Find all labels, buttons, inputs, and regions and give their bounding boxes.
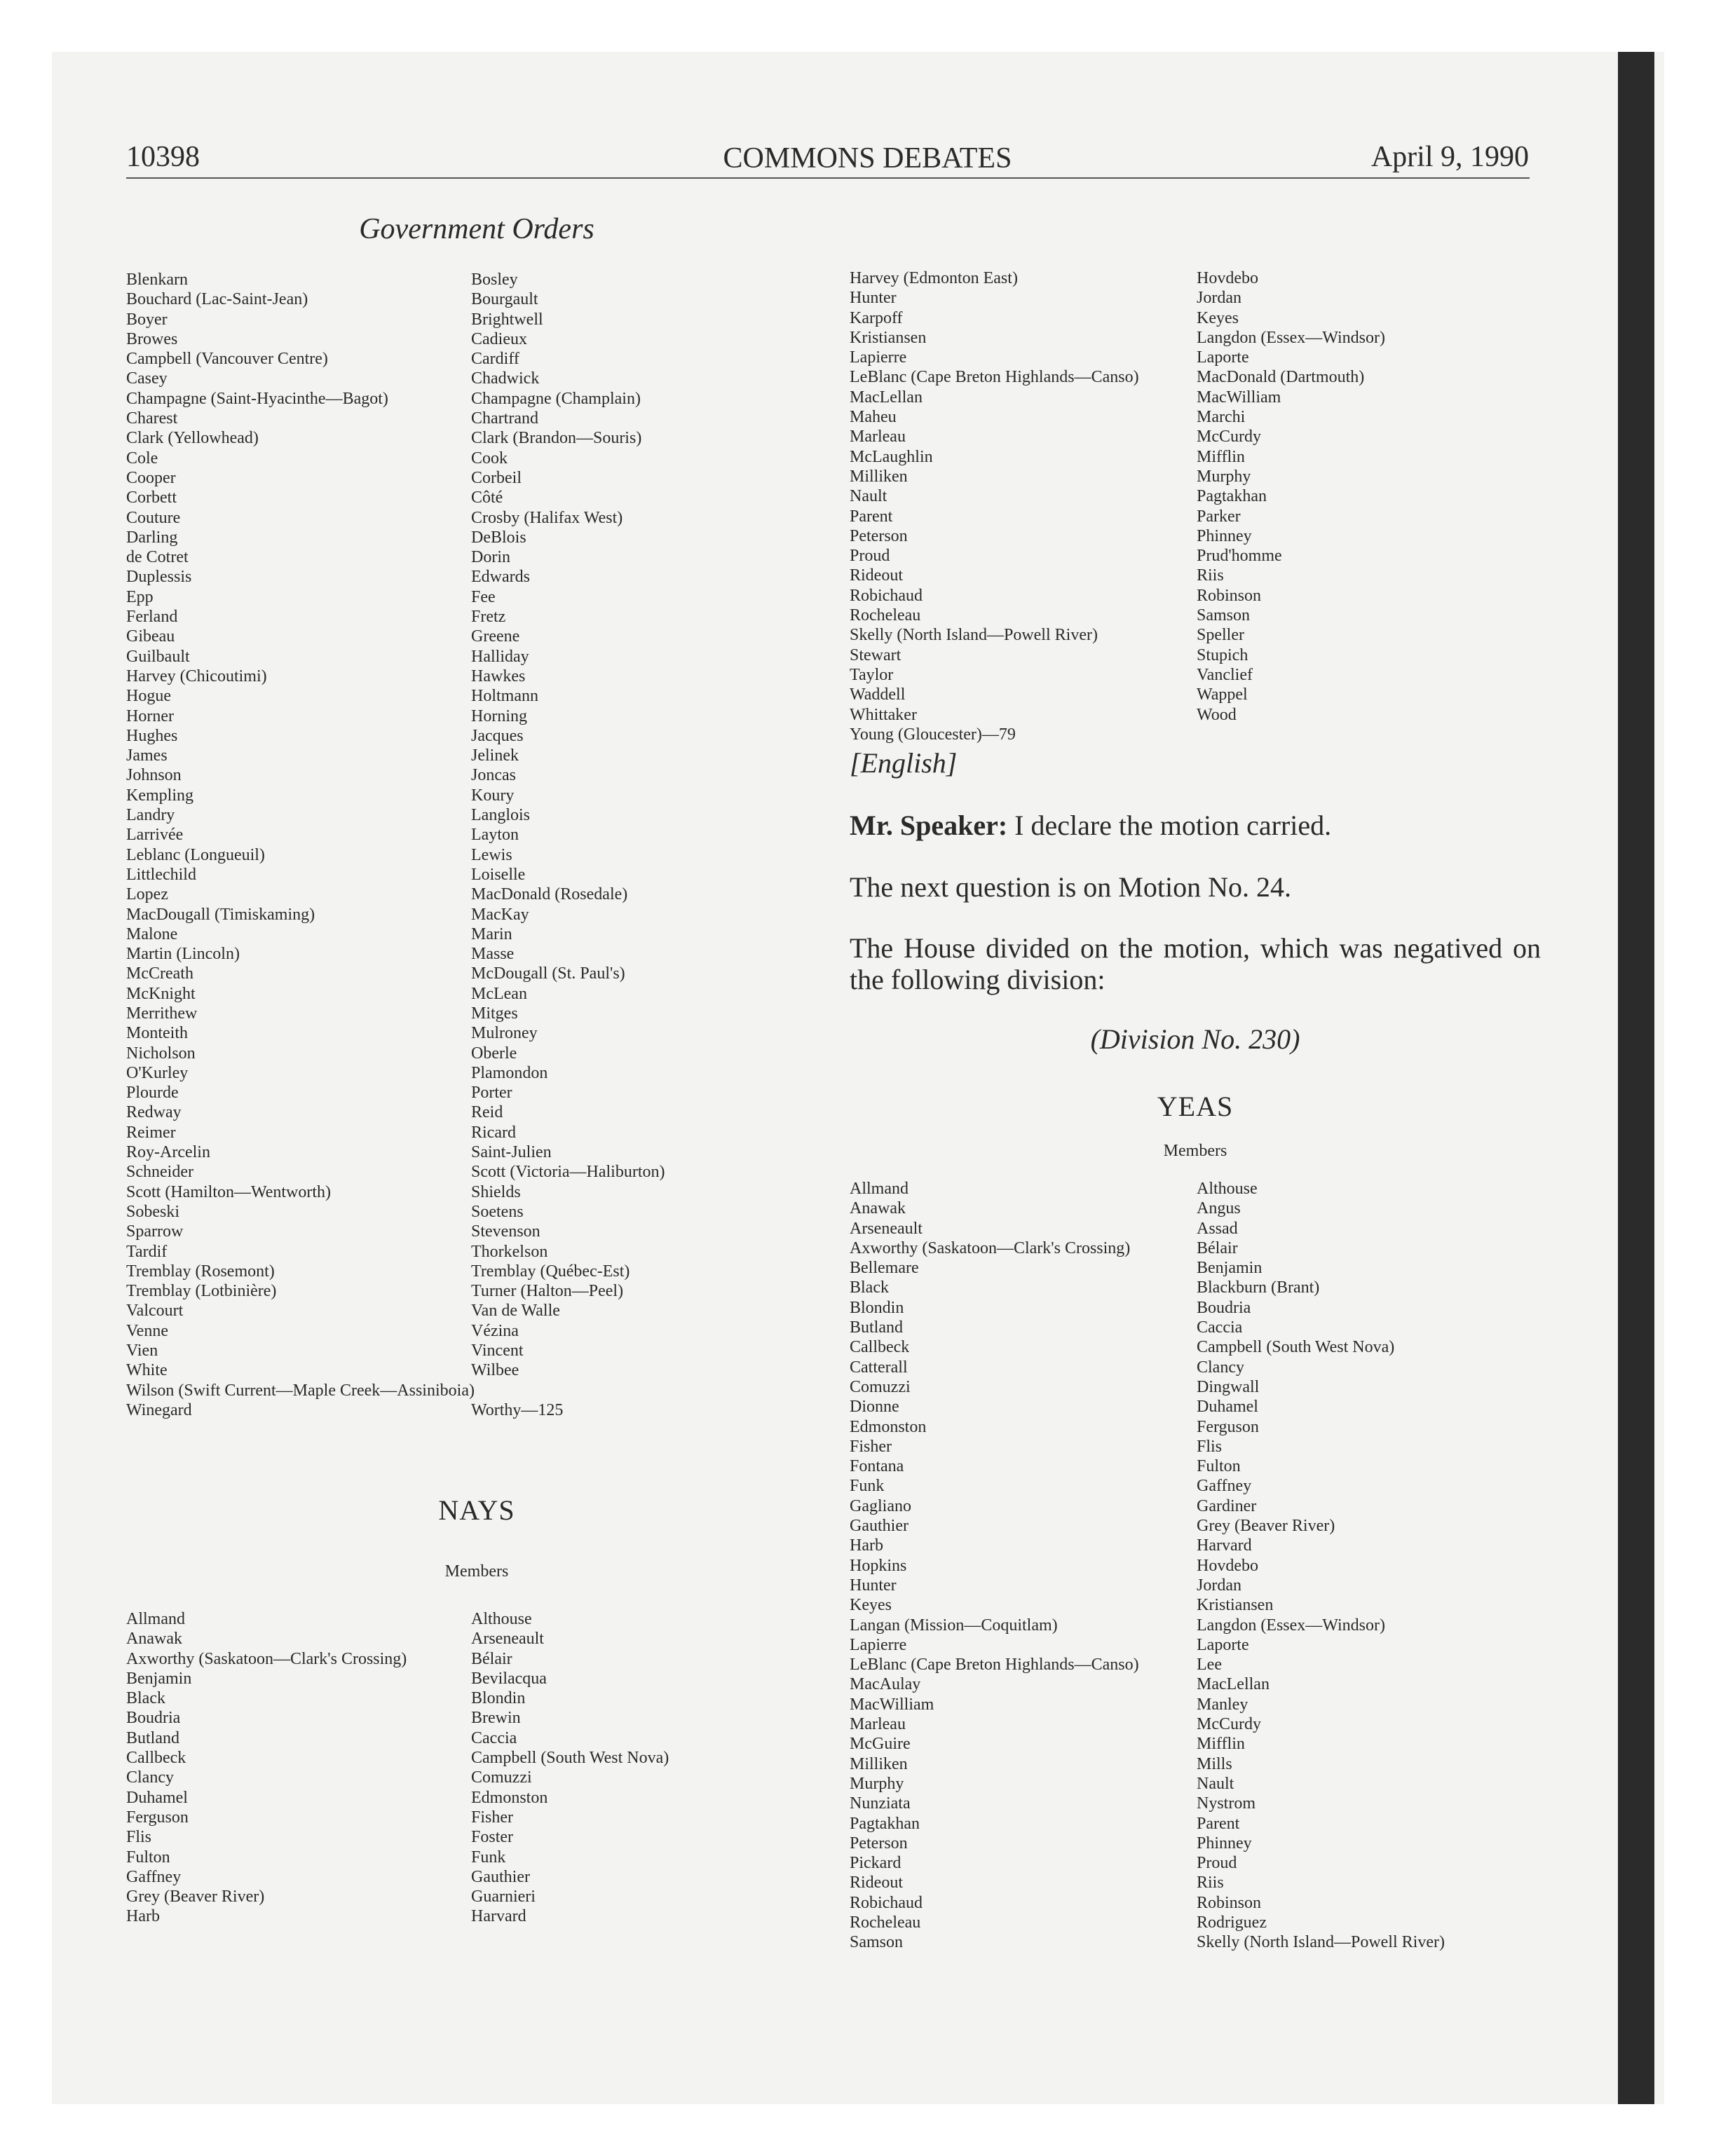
member-name: Blackburn (Brant) [1197,1278,1320,1297]
member-name: Wilson (Swift Current—Maple Creek—Assiniboia) [126,1381,475,1400]
member-name: Proud [1197,1854,1237,1873]
member-name: McGuire [850,1735,911,1754]
member-name: Foster [471,1828,513,1847]
member-name: Corbeil [471,468,522,487]
member-name: Nault [850,487,887,506]
member-name: Angus [1197,1199,1241,1218]
member-name: McCurdy [1197,1715,1261,1734]
member-name: Edmonston [471,1788,548,1807]
member-name: Skelly (North Island—Powell River) [850,626,1098,645]
member-name: Funk [471,1848,506,1867]
member-name: Speller [1197,626,1244,645]
member-name: Dorin [471,548,510,567]
member-name: Corbett [126,489,177,507]
member-name: Clancy [126,1768,174,1787]
member-name: Phinney [1197,1834,1252,1853]
member-name: Butland [126,1728,179,1747]
member-name: Wilbee [471,1361,519,1380]
member-name: Fontana [850,1457,904,1476]
yeas-list-left-col1 [126,270,475,1420]
member-name: Axworthy (Saskatoon—Clark's Crossing) [126,1649,407,1668]
member-name: Black [126,1689,165,1708]
speaker-text: I declare the motion carried. [1007,810,1332,841]
member-name: Bouchard (Lac-Saint-Jean) [126,290,308,309]
member-name: Wood [1197,705,1237,724]
member-name: Caccia [1197,1318,1243,1337]
member-name: Fulton [1197,1457,1241,1476]
member-name: Benjamin [1197,1259,1263,1278]
nays-members-label: Members [444,1562,509,1581]
member-name: Harvard [471,1907,526,1926]
member-name: Champagne (Saint-Hyacinthe—Bagot) [126,389,388,408]
member-name: Edwards [471,568,530,587]
member-name: Couture [126,508,181,527]
member-name: Grey (Beaver River) [1197,1517,1335,1536]
member-name: Prud'homme [1197,547,1282,566]
member-name: Mifflin [1197,447,1245,466]
member-name: Browes [126,329,178,348]
member-name: Plourde [126,1084,179,1103]
member-name: Hunter [850,289,897,308]
language-tag: [English] [850,747,958,779]
member-name: Gaffney [126,1867,182,1886]
member-name: Rocheleau [850,1913,921,1932]
member-name: Redway [126,1103,182,1122]
member-name: Bélair [471,1649,512,1668]
member-name: Laporte [1197,348,1249,367]
member-name: MacKay [471,905,529,924]
member-name: Scott (Hamilton—Wentworth) [126,1182,332,1201]
member-name: Cole [126,449,158,468]
member-name: Phinney [1197,526,1252,545]
member-name: Pagtakhan [850,1814,920,1833]
member-name: Cardiff [471,350,519,369]
member-name: McCreath [126,964,193,983]
member-name: Laporte [1197,1635,1249,1654]
member-name: Dingwall [1197,1377,1260,1396]
member-name: Campbell (Vancouver Centre) [126,350,328,369]
member-name: Skelly (North Island—Powell River) [1197,1933,1445,1952]
member-name: LeBlanc (Cape Breton Highlands—Canso) [850,1656,1139,1674]
member-name: Reimer [126,1123,176,1142]
member-name: Guarnieri [471,1888,536,1906]
member-name: Shields [471,1182,521,1201]
member-name: MacWilliam [1197,388,1281,407]
member-name: Pickard [850,1854,901,1873]
member-name: Harvard [1197,1536,1252,1555]
member-name: Dionne [850,1398,899,1417]
member-name: Saint-Julien [471,1143,552,1162]
member-name: Ricard [471,1123,516,1142]
member-name: Scott (Victoria—Haliburton) [471,1163,665,1182]
member-name: Grey (Beaver River) [126,1888,265,1906]
member-name: Cadieux [471,329,527,348]
member-name: Lopez [126,885,168,904]
member-name: Horning [471,707,527,725]
member-name: DeBlois [471,528,526,547]
member-name: Nunziata [850,1794,911,1813]
member-name: Taylor [850,665,894,684]
member-name: Lee [1197,1656,1222,1674]
member-name: Allmand [850,1180,909,1198]
member-name: Harvey (Edmonton East) [850,269,1018,287]
member-name: Flis [126,1828,152,1847]
speaker-statement [850,810,1541,841]
member-name: Benjamin [126,1669,192,1688]
member-name: Nicholson [126,1044,196,1063]
member-name: Tremblay (Lotbinière) [126,1282,277,1301]
member-name: Guilbault [126,647,190,666]
yeas-list-right-col1 [850,268,1139,744]
member-name: Ferland [126,608,178,627]
member-name: Charest [126,409,178,428]
section-title: Government Orders [359,213,594,245]
member-name: Gibeau [126,627,175,646]
member-name: Worthy—125 [471,1400,564,1419]
member-name: James [126,746,168,765]
member-name: Bourgault [471,290,538,309]
member-name: Langdon (Essex—Windsor) [1197,328,1385,347]
member-name [471,1381,665,1400]
member-name: Samson [1197,606,1251,625]
member-name: Stupich [1197,646,1248,664]
member-name: Soetens [471,1202,524,1221]
member-name: Riis [1197,566,1224,585]
member-name: Gauthier [850,1517,909,1536]
member-name: Parent [850,507,893,526]
member-name: Manley [1197,1695,1248,1714]
member-name: Anawak [126,1630,182,1649]
member-name: Mifflin [1197,1735,1245,1754]
member-name: Lapierre [850,348,907,367]
member-name: Landry [126,806,175,825]
member-name: Keyes [1197,308,1239,327]
division-label: (Division No. 230) [1090,1023,1300,1055]
member-name: Duhamel [1197,1398,1258,1417]
member-name: Sparrow [126,1222,184,1241]
member-name: Epp [126,587,154,606]
member-name: Duhamel [126,1788,188,1807]
member-name: Monteith [126,1024,188,1043]
member-name: Catterall [850,1358,908,1377]
member-name: Campbell (South West Nova) [471,1749,669,1768]
member-name: Merrithew [126,1004,198,1023]
member-name: Milliken [850,467,908,486]
member-name: Jordan [1197,289,1241,308]
member-name: Vincent [471,1342,524,1360]
member-name: Rodriguez [1197,1913,1267,1932]
member-name: Jordan [1197,1576,1241,1595]
member-name: Johnson [126,766,182,785]
member-name: Reid [471,1103,503,1122]
member-name: LeBlanc (Cape Breton Highlands—Canso) [850,368,1139,387]
header-rule [126,177,1530,179]
nays-heading: NAYS [438,1494,515,1526]
member-name: MacDonald (Rosedale) [471,885,628,904]
nays-list-col2 [471,1609,669,1927]
member-name: Nystrom [1197,1794,1256,1813]
member-name: Boudria [126,1709,181,1728]
member-name: Callbeck [850,1338,910,1357]
member-name: Clark (Brandon—Souris) [471,429,642,448]
member-name: Jelinek [471,746,519,765]
member-name: Black [850,1278,889,1297]
member-name: Tremblay (Rosemont) [126,1262,275,1281]
member-name: Edmonston [850,1417,927,1436]
yeas-list-left-col2 [471,270,665,1420]
member-name: McLean [471,984,527,1003]
member-name: MacDonald (Dartmouth) [1197,368,1365,387]
next-question: The next question is on Motion No. 24. [850,871,1291,903]
member-name: Mulroney [471,1024,538,1043]
member-name: Vézina [471,1321,519,1340]
member-name: Leblanc (Longueuil) [126,845,265,864]
nays-list-col1 [126,1609,407,1927]
member-name: Porter [471,1084,512,1103]
member-name: Flis [1197,1437,1223,1456]
member-name: Bélair [1197,1239,1238,1257]
member-name: MacWilliam [850,1695,934,1714]
member-name: Van de Walle [471,1302,560,1321]
member-name: Anawak [850,1199,906,1218]
member-name: Axworthy (Saskatoon—Clark's Crossing) [850,1239,1131,1257]
member-name: O'Kurley [126,1063,189,1082]
member-name: Butland [850,1318,903,1337]
member-name: White [126,1361,168,1380]
yeas-members-label: Members [1163,1142,1227,1160]
member-name: Loiselle [471,865,526,884]
member-name: Hughes [126,726,178,745]
member-name: MacAulay [850,1675,921,1694]
member-name: Allmand [126,1610,185,1628]
member-name: Masse [471,945,515,964]
member-name: McKnight [126,984,196,1003]
member-name: Waddell [850,685,906,704]
member-name: Fulton [126,1848,170,1867]
member-name: Champagne (Champlain) [471,389,641,408]
member-name: Pagtakhan [1197,487,1267,506]
yeas-division-list-col2 [1197,1179,1445,1953]
member-name: Joncas [471,766,516,785]
member-name: Duplessis [126,568,192,587]
member-name: Campbell (South West Nova) [1197,1338,1395,1357]
speaker-name: Mr. Speaker: [850,810,1008,841]
member-name: Horner [126,707,174,725]
division-paragraph: The House divided on the motion, which was negatived on the following division: [850,932,1541,995]
member-name: Bosley [471,271,518,289]
page-number: 10398 [126,141,200,173]
member-name: Larrivée [126,826,184,845]
member-name: Arseneault [471,1630,544,1649]
member-name: MacLellan [850,388,923,407]
member-name: Halliday [471,647,529,666]
member-name: Darling [126,528,178,547]
member-name: Hawkes [471,667,526,685]
member-name: Bevilacqua [471,1669,547,1688]
member-name: Callbeck [126,1749,186,1768]
member-name: Ferguson [126,1808,189,1827]
member-name: McDougall (St. Paul's) [471,964,625,983]
member-name: Parker [1197,507,1241,526]
member-name: Venne [126,1321,168,1340]
member-name: Langan (Mission—Coquitlam) [850,1616,1058,1635]
yeas-list-right-col2 [1197,268,1385,725]
member-name: Nault [1197,1774,1234,1793]
member-name: Mitges [471,1004,518,1023]
member-name: Valcourt [126,1302,184,1321]
member-name: Keyes [850,1596,892,1615]
member-name: Gagliano [850,1496,911,1515]
yeas-division-list-col1 [850,1179,1139,1953]
scan-edge-bar [1618,52,1654,2104]
member-name: Robinson [1197,586,1262,605]
member-name: Fretz [471,608,506,627]
member-name: Karpoff [850,308,903,327]
member-name: Wappel [1197,685,1248,704]
yeas-heading: YEAS [1157,1091,1234,1122]
member-name: Peterson [850,1834,908,1853]
member-name: Langlois [471,806,530,825]
member-name: Marleau [850,1715,906,1734]
member-name: de Cotret [126,548,189,567]
member-name: MacLellan [1197,1675,1270,1694]
member-name: Hovdebo [1197,269,1258,287]
member-name: McCurdy [1197,428,1261,446]
member-name: Thorkelson [471,1242,548,1261]
member-name: Robinson [1197,1893,1262,1912]
member-name: Greene [471,627,520,646]
member-name: Hunter [850,1576,897,1595]
member-name: Milliken [850,1754,908,1773]
member-name: Whittaker [850,705,917,724]
member-name: Hopkins [850,1556,907,1575]
member-name: Blondin [850,1298,904,1317]
member-name: Sobeski [126,1202,180,1221]
member-name: Kristiansen [850,328,927,347]
member-name: Fisher [850,1437,892,1456]
member-name: Young (Gloucester)—79 [850,725,1016,744]
member-name: Bellemare [850,1259,919,1278]
member-name: Hovdebo [1197,1556,1258,1575]
page-date: April 9, 1990 [1370,141,1529,173]
member-name: Althouse [471,1610,532,1628]
member-name: Chartrand [471,409,538,428]
member-name: Riis [1197,1874,1224,1892]
member-name: Plamondon [471,1063,548,1082]
member-name: Althouse [1197,1180,1258,1198]
member-name: Proud [850,547,890,566]
member-name: Peterson [850,526,908,545]
member-name: Tremblay (Québec-Est) [471,1262,630,1281]
member-name: Cook [471,449,508,468]
member-name: Winegard [126,1400,192,1419]
member-name: Malone [126,925,178,943]
member-name: Turner (Halton—Peel) [471,1282,624,1301]
member-name: Clark (Yellowhead) [126,429,259,448]
member-name: Harb [850,1536,883,1555]
member-name: Robichaud [850,586,923,605]
member-name: Marleau [850,428,906,446]
member-name: Casey [126,369,168,388]
member-name: Harb [126,1907,160,1926]
member-name: Fee [471,587,496,606]
member-name: Oberle [471,1044,517,1063]
member-name: Funk [850,1477,885,1496]
member-name: Assad [1197,1219,1238,1238]
member-name: Roy-Arcelin [126,1143,210,1162]
member-name: Brewin [471,1709,521,1728]
member-name: Blenkarn [126,271,188,289]
member-name: Boyer [126,310,168,329]
member-name: Brightwell [471,310,543,329]
member-name: Marin [471,925,512,943]
member-name: Clancy [1197,1358,1244,1377]
member-name: Comuzzi [471,1768,532,1787]
member-name: Hogue [126,687,171,706]
member-name: Rocheleau [850,606,921,625]
member-name: Murphy [1197,467,1251,486]
member-name: Parent [1197,1814,1240,1833]
member-name: Mills [1197,1754,1232,1773]
member-name: Stevenson [471,1222,540,1241]
member-name: Jacques [471,726,524,745]
member-name: Kempling [126,786,193,805]
member-name: Côté [471,489,503,507]
member-name: Boudria [1197,1298,1251,1317]
member-name: Schneider [126,1163,193,1182]
member-name: Stewart [850,646,901,664]
member-name: Marchi [1197,408,1246,427]
member-name: Blondin [471,1689,526,1708]
member-name: Littlechild [126,865,196,884]
member-name: Comuzzi [850,1377,911,1396]
member-name: Ferguson [1197,1417,1259,1436]
member-name: Gardiner [1197,1496,1257,1515]
member-name: Holtmann [471,687,538,706]
member-name: Gaffney [1197,1477,1252,1496]
member-name: Murphy [850,1774,904,1793]
member-name: Chadwick [471,369,540,388]
member-name: Rideout [850,566,903,585]
member-name: Koury [471,786,515,805]
member-name: Lapierre [850,1635,907,1654]
member-name: Caccia [471,1728,517,1747]
member-name: Crosby (Halifax West) [471,508,623,527]
member-name: Langdon (Essex—Windsor) [1197,1616,1385,1635]
member-name: Fisher [471,1808,513,1827]
member-name: MacDougall (Timiskaming) [126,905,315,924]
member-name: Tardif [126,1242,168,1261]
member-name: Arseneault [850,1219,923,1238]
member-name: Rideout [850,1874,903,1892]
publication-title: COMMONS DEBATES [723,142,1012,175]
member-name: Vanclief [1197,665,1253,684]
member-name: Maheu [850,408,897,427]
member-name: Vien [126,1342,158,1360]
member-name: Martin (Lincoln) [126,945,240,964]
member-name: Robichaud [850,1893,923,1912]
member-name: Gauthier [471,1867,530,1886]
member-name: Cooper [126,468,176,487]
member-name: Layton [471,826,519,845]
member-name: Harvey (Chicoutimi) [126,667,267,685]
member-name: Kristiansen [1197,1596,1274,1615]
member-name: Samson [850,1933,904,1952]
member-name: McLaughlin [850,447,933,466]
member-name: Lewis [471,845,512,864]
